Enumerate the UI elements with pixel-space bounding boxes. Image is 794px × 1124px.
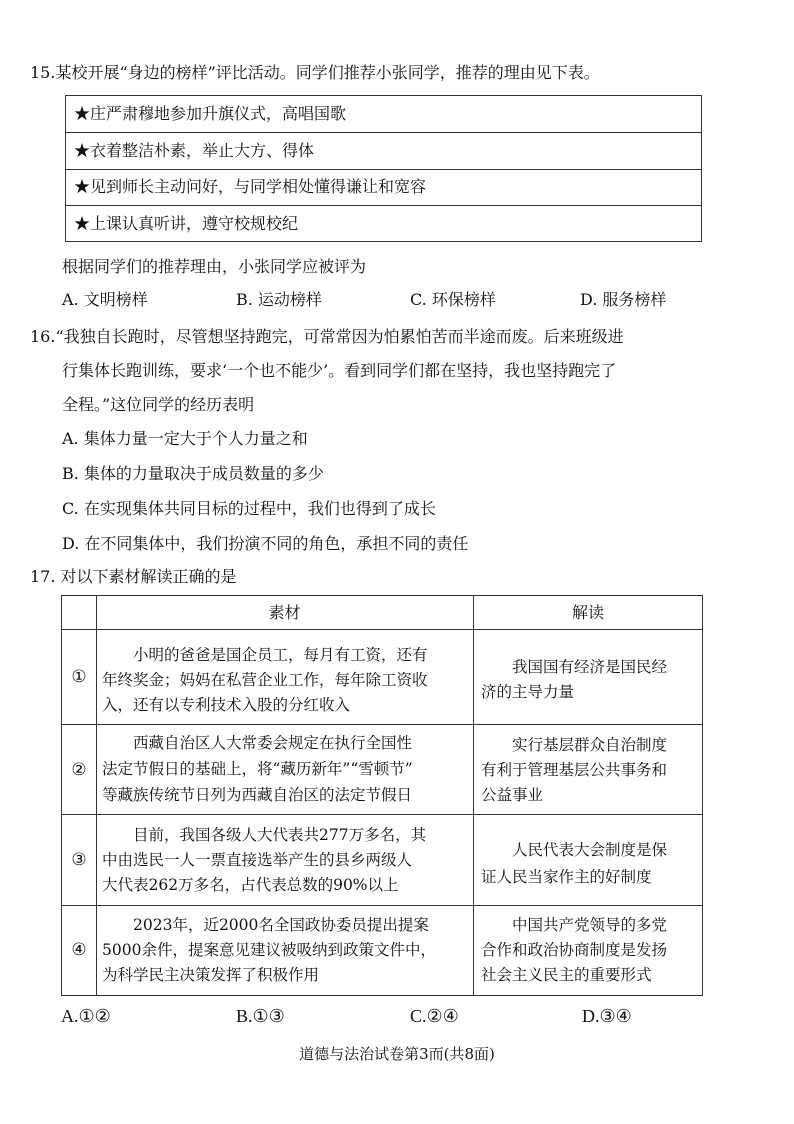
q15-reason: ★见到师长主动问好，与同学相处懂得谦让和宽容 — [74, 177, 427, 196]
interpretation-text: 合作和政治协商制度是发扬 — [481, 941, 668, 959]
header-interpretation: 解读 — [571, 603, 604, 622]
q15-reason-table — [65, 95, 702, 242]
q16-option-b: B. 集体的力量取决于成员数量的多少 — [62, 464, 324, 483]
q15-reason: ★衣着整洁朴素，举止大方、得体 — [74, 141, 315, 160]
interpretation-text: 人民代表大会制度是保 — [481, 841, 668, 859]
q15-option-d: D. 服务榜样 — [580, 290, 667, 309]
material-text: 入，还有以专利技术入股的分红收入 — [102, 696, 351, 714]
q15-option-c: C. 环保榜样 — [410, 290, 496, 309]
q16-stem-line: 行集体长跑训练，要求‘一个也不能少’。看到同学们都在坚持，我也坚持跑完了 — [62, 361, 617, 380]
interpretation-text: 证人民当家作主的好制度 — [481, 868, 652, 886]
q16-option-a: A. 集体力量一定大于个人力量之和 — [62, 429, 308, 448]
material-text: 大代表262万多名，占代表总数的90%以上 — [102, 876, 399, 894]
q17-option-b: B.①③ — [236, 1006, 285, 1026]
material-text: 小明的爸爸是国企员工，每月有工资，还有 — [102, 646, 428, 664]
material-text: 2023年，近2000名全国政协委员提出提案 — [102, 916, 429, 934]
material-text: 等藏族传统节日列为西藏自治区的法定节假日 — [102, 786, 413, 804]
q15-reason: ★上课认真听讲，遵守校规校纪 — [74, 214, 299, 233]
row-number: ① — [71, 667, 87, 687]
q15-option-b: B. 运动榜样 — [236, 290, 322, 309]
q17-option-a: A.①② — [61, 1006, 111, 1026]
material-text: 为科学民主决策发挥了积极作用 — [102, 966, 320, 984]
material-text: 中由选民一人一票直接选举产生的县乡两级人 — [102, 851, 413, 869]
material-text: 5000余件，提案意见建议被吸纳到政策文件中， — [102, 941, 436, 959]
q15-question: 根据同学们的推荐理由，小张同学应被评为 — [62, 257, 367, 276]
q16-stem-line: 全程。”这位同学的经历表明 — [62, 395, 255, 414]
q17-option-d: D.③④ — [582, 1006, 632, 1026]
q17-material-table — [61, 595, 703, 996]
interpretation-text: 社会主义民主的重要形式 — [481, 966, 652, 984]
interpretation-text: 我国国有经济是国民经 — [481, 658, 668, 676]
material-text: 目前，我国各级人大代表共277万多名，其 — [102, 826, 427, 844]
q16-option-d: D. 在不同集体中，我们扮演不同的角色，承担不同的责任 — [62, 534, 469, 553]
q16-option-c: C. 在实现集体共同目标的过程中，我们也得到了成长 — [62, 499, 436, 518]
interpretation-text: 公益事业 — [481, 786, 544, 804]
q15-reason: ★庄严肃穆地参加升旗仪式，高唱国歌 — [74, 104, 347, 123]
interpretation-text: 实行基层群众自治制度 — [481, 736, 668, 754]
q17-option-c: C.②④ — [410, 1006, 459, 1026]
interpretation-text: 中国共产党领导的多党 — [481, 916, 668, 934]
row-number: ④ — [71, 940, 87, 960]
interpretation-text: 有利于管理基层公共事务和 — [481, 761, 668, 779]
material-text: 法定节假日的基础上，将“藏历新年”“雪顿节” — [102, 760, 413, 778]
page-footer: 道德与法治试卷第3而(共8面) — [299, 1045, 495, 1063]
q17-stem: 17. 对以下素材解读正确的是 — [30, 567, 237, 586]
material-text: 西藏自治区人大常委会规定在执行全国性 — [102, 734, 413, 752]
material-text: 年终奖金；妈妈在私营企业工作，每年除工资收 — [102, 671, 428, 689]
header-material: 素材 — [268, 603, 301, 622]
q15-stem: 15.某校开展“身边的榜样”评比活动。同学们推荐小张同学，推荐的理由见下表。 — [30, 63, 600, 82]
row-number: ③ — [71, 850, 87, 870]
interpretation-text: 济的主导力量 — [481, 683, 575, 701]
row-number: ② — [71, 760, 87, 780]
q16-stem-line: 16.“我独自长跑时，尽管想坚持跑完，可常常因为怕累怕苦而半途而废。后来班级进 — [30, 327, 624, 346]
q15-option-a: A. 文明榜样 — [62, 290, 148, 309]
